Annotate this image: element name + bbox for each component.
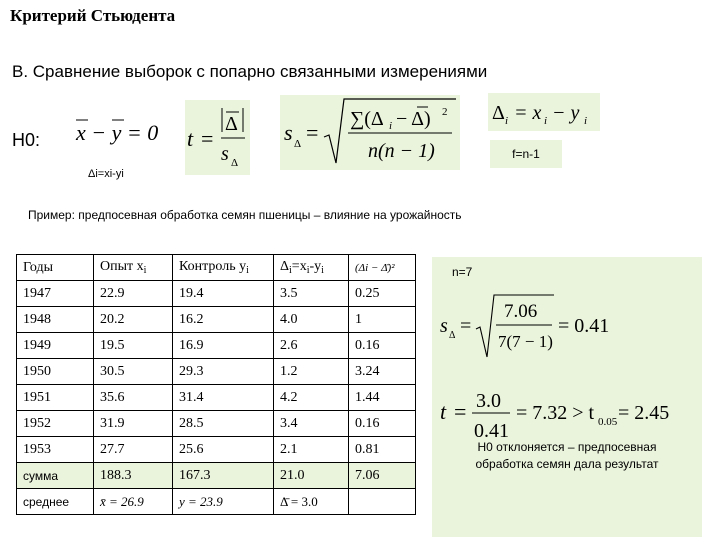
h0-label: H0: — [12, 130, 41, 150]
cell: 188.3 — [94, 463, 173, 489]
cell: 1951 — [17, 385, 94, 411]
df-note: f=n-1 — [512, 147, 540, 161]
table-header-row — [17, 255, 416, 281]
cell: 21.0 — [274, 463, 349, 489]
cell: 28.5 — [173, 411, 274, 437]
calculation-panel — [432, 257, 702, 537]
cell: 31.4 — [173, 385, 274, 411]
svg-text:n(n − 1): n(n − 1) — [368, 140, 435, 162]
svg-text:=: = — [460, 315, 472, 337]
conclusion-text: H0 отклоняется – предпосевная обработка семян дала результат — [475, 440, 659, 471]
svg-text:=: = — [201, 126, 214, 151]
cell — [349, 489, 416, 515]
cell: 16.2 — [173, 307, 274, 333]
mean-row — [17, 489, 416, 515]
cell: 167.3 — [173, 463, 274, 489]
cell: среднее — [17, 489, 94, 515]
cell: 4.2 — [274, 385, 349, 411]
cell: x̄ = 26.9 — [94, 489, 173, 515]
cell: Δ̄ = 3.0 — [274, 489, 349, 515]
svg-text:2: 2 — [442, 106, 448, 118]
cell: 0.81 — [349, 437, 416, 463]
cell: 22.9 — [94, 281, 173, 307]
cell: 25.6 — [173, 437, 274, 463]
t-result: = 7.32 > t — [516, 402, 595, 424]
svg-text:− Δ): − Δ) — [396, 108, 431, 130]
n-label: n=7 — [452, 265, 473, 279]
cell: 29.3 — [173, 359, 274, 385]
table-row — [17, 437, 416, 463]
df-box — [490, 140, 562, 168]
svg-text:Δ: Δ — [449, 330, 456, 341]
section-subtitle: В. Сравнение выборок с попарно связанными измерениями — [12, 62, 488, 81]
cell: y = 23.9 — [173, 489, 274, 515]
cell: 1953 — [17, 437, 94, 463]
cell: 1952 — [17, 411, 94, 437]
table-row — [17, 411, 416, 437]
cell: 16.9 — [173, 333, 274, 359]
svg-text:i: i — [505, 115, 509, 127]
cell: 30.5 — [94, 359, 173, 385]
s-numerator: 7.06 — [504, 301, 538, 322]
cell: 19.4 — [173, 281, 274, 307]
cell: 35.6 — [94, 385, 173, 411]
svg-text:Δ: Δ — [492, 102, 505, 124]
svg-text:Δ: Δ — [225, 113, 238, 135]
svg-text:− y: − y — [552, 102, 580, 124]
cell: 31.9 — [94, 411, 173, 437]
cell: сумма — [17, 463, 94, 489]
h0-formula-svg — [72, 116, 162, 148]
table-row — [17, 385, 416, 411]
svg-text:t: t — [440, 399, 447, 424]
cell: 20.2 — [94, 307, 173, 333]
cell: 27.7 — [94, 437, 173, 463]
svg-text:Δ: Δ — [294, 138, 302, 150]
t-subscript: 0.05 — [598, 416, 618, 428]
svg-text:=: = — [454, 399, 467, 424]
cell: 0.16 — [349, 411, 416, 437]
t-numerator: 3.0 — [476, 390, 501, 412]
cell: 0.25 — [349, 281, 416, 307]
cell: 3.5 — [274, 281, 349, 307]
svg-text:s: s — [221, 143, 229, 165]
h0-formula — [72, 116, 162, 154]
calc-formulas-svg — [432, 287, 702, 457]
table-row — [17, 281, 416, 307]
table-row — [17, 359, 416, 385]
svg-text:=: = — [306, 120, 319, 145]
s-denominator: 7(7 − 1) — [498, 332, 553, 351]
example-text: Пример: предпосевная обработка семян пшеницы – влияние на урожайность — [28, 208, 462, 222]
cell: 3.24 — [349, 359, 416, 385]
delta-definition: Δi=xi-yi — [88, 168, 124, 180]
delta-formula-box — [488, 93, 600, 131]
cell: 1.44 — [349, 385, 416, 411]
sum-row — [17, 463, 416, 489]
cell: 1 — [349, 307, 416, 333]
svg-text:= x: = x — [514, 102, 542, 124]
page-title: Критерий Стьюдента — [10, 6, 176, 25]
t-formula-box — [185, 100, 250, 175]
t-formula-svg — [185, 100, 250, 175]
cell: 1950 — [17, 359, 94, 385]
svg-text:t: t — [187, 126, 194, 151]
svg-text:∑(Δ: ∑(Δ — [350, 108, 384, 130]
s-formula-svg — [280, 95, 460, 170]
data-table — [16, 254, 416, 515]
svg-text:i: i — [584, 115, 588, 127]
t-denominator: 0.41 — [474, 420, 509, 442]
header-delta: $\Delta_i=x_i-y_i$ — [274, 255, 349, 281]
header-experiment: Опыт $x_i$ — [94, 255, 173, 281]
svg-text:s: s — [284, 120, 293, 145]
header-delta-sq: (Δi − Δ̄)² — [349, 255, 416, 281]
cell: 1.2 — [274, 359, 349, 385]
delta-formula-svg — [488, 93, 600, 131]
cell: 7.06 — [349, 463, 416, 489]
svg-text:i: i — [544, 115, 548, 127]
svg-text:Δ: Δ — [231, 157, 239, 169]
t-critical: = 2.45 — [618, 402, 670, 424]
cell: 1948 — [17, 307, 94, 333]
svg-text:i: i — [389, 120, 393, 132]
table-row — [17, 333, 416, 359]
header-control: Контроль $y_i$ — [173, 255, 274, 281]
cell: 1947 — [17, 281, 94, 307]
cell: 1949 — [17, 333, 94, 359]
cell: 19.5 — [94, 333, 173, 359]
svg-text:s: s — [440, 315, 448, 337]
cell: 3.4 — [274, 411, 349, 437]
cell: 4.0 — [274, 307, 349, 333]
header-years: Годы — [17, 255, 94, 281]
svg-text:x − y = 0: x − y = 0 — [76, 120, 159, 145]
s-formula-box — [280, 95, 460, 170]
s-result: = 0.41 — [558, 315, 610, 337]
table-row — [17, 307, 416, 333]
cell: 2.1 — [274, 437, 349, 463]
cell: 0.16 — [349, 333, 416, 359]
cell: 2.6 — [274, 333, 349, 359]
